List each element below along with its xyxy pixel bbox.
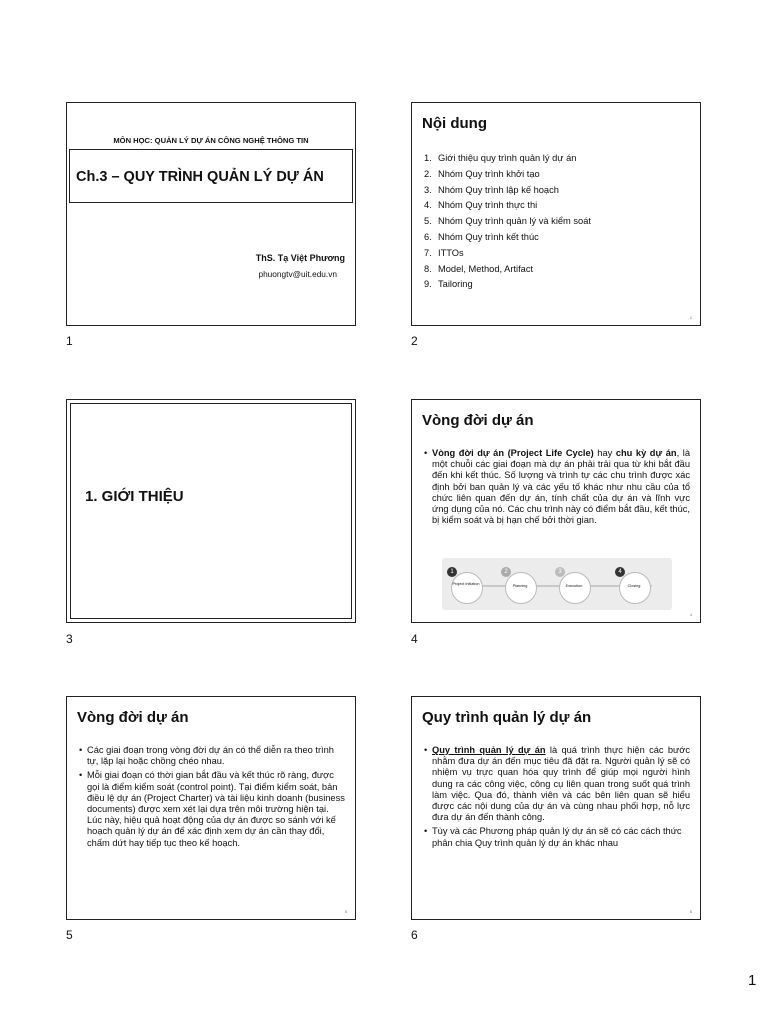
slide-5 (66, 696, 356, 920)
slide-page-number: 6 (689, 909, 692, 914)
slide-number-3: 3 (66, 632, 73, 646)
course-name: MÔN HỌC: QUẢN LÝ DỰ ÁN CÔNG NGHỆ THÔNG TIN (113, 136, 309, 145)
stage-1 (448, 566, 484, 602)
bullet-item: • Mỗi giai đoạn có thời gian bắt đầu và kết thúc rõ ràng, được gọi là điểm kiểm soát (control point). Tại điểm kiểm soát, bản điều lệ dự án (Project Charter) và tài liệu kinh doanh (business documents) được xem xét lại dựa trên môi trường hiện tại. Lúc này, hiệu quả hoạt động của dự án được so sánh với kế hoạch quản lý dự án để xác định xem dự án cần thay đổi, chấm dứt hay tiếp tục theo kế hoạch. (79, 770, 345, 848)
lifecycle-diagram (442, 558, 672, 610)
list-item: 6. Nhóm Quy trình kết thúc (424, 231, 539, 242)
slide-6 (411, 696, 701, 920)
slide-number-2: 2 (411, 334, 418, 348)
slide-1 (66, 102, 356, 326)
author-email: phuongtv@uit.edu.vn (258, 269, 337, 279)
slide-page-number: 5 (344, 909, 347, 914)
section-box (70, 403, 352, 619)
list-item: 1. Giới thiệu quy trình quản lý dự án (424, 153, 577, 163)
stage-label: Closing (627, 584, 641, 588)
stage-badge: 3 (555, 567, 565, 577)
slide-body (424, 448, 690, 529)
bullet-item: • Tùy và các Phương pháp quản lý dự án sẽ có các cách thức phân chia Quy trình quản lý dự án khác nhau (424, 826, 682, 848)
stage-label: Project Initiation (452, 582, 480, 586)
list-item: 8. Model, Method, Artifact (424, 263, 534, 274)
slide-body (424, 745, 690, 852)
list-item: 7. ITTOs (424, 247, 464, 258)
stage-circle (451, 572, 483, 604)
section-heading: 1. GIỚI THIỆU (85, 488, 184, 505)
slide-2 (411, 102, 701, 326)
list-item: 5. Nhóm Quy trình quản lý và kiểm soát (424, 216, 591, 227)
contents-list (424, 153, 591, 295)
bullet-item: • Vòng đời dự án (Project Life Cycle) hay chu kỳ dự án, là một chuỗi các giai đoạn mà dự án phải trải qua từ khi bắt đầu đến khi kết thúc. Số lượng và trình tự các chu trình được xác định bởi ban quản lý và các yếu tố khác như nhu cầu của tổ chức liên quan đến dự án, tính chất của dự án và lĩnh vực ứng dụng của nó. Các chu trình này có điểm bắt đầu, kết thúc, bị kiểm soát và bị hạn chế bởi thời gian. (424, 448, 690, 526)
bullet-item: • Các giai đoạn trong vòng đời dự án có thể diễn ra theo trình tự, lặp lại hoặc chồng chéo nhau. (79, 745, 334, 767)
list-item: 4. Nhóm Quy trình thực thi (424, 200, 538, 211)
stage-3 (556, 566, 592, 602)
slide-4 (411, 399, 701, 623)
slide-body (79, 745, 345, 852)
slide-number-4: 4 (411, 632, 418, 646)
slide-page-number: 4 (689, 612, 692, 617)
slide-number-1: 1 (66, 334, 73, 348)
slide-page-number: 2 (689, 315, 692, 320)
slide-title: Nội dung (422, 115, 487, 132)
list-item: 3. Nhóm Quy trình lập kế hoạch (424, 184, 559, 195)
slide-title: Quy trình quản lý dự án (422, 709, 592, 726)
slide-title: Vòng đời dự án (77, 709, 189, 726)
slide-title: Vòng đời dự án (422, 412, 534, 429)
bullet-item: • Quy trình quản lý dự án là quá trình thực hiện các bước nhằm đưa dự án đến mục tiêu đã đặt ra. Người quản lý sẽ có nhiệm vụ trực quan hóa quy trình để giúp mọi người hình dung ra các công việc, công cụ liên quan trong suốt quá trình làm việc. Qua đó, thành viên và các bên liên quan sẽ hiểu được các nội dung của dự án và cùng nhau phối hợp, nỗ lực đưa dự án đến thành công. (424, 745, 690, 823)
author-name: ThS. Tạ Việt Phương (255, 253, 345, 263)
document-page-number: 1 (748, 972, 757, 989)
stage-label: Execution (565, 584, 583, 588)
stage-2 (502, 566, 538, 602)
stage-badge: 1 (447, 567, 457, 577)
slide-number-5: 5 (66, 928, 73, 942)
list-item: 2. Nhóm Quy trình khởi tạo (424, 168, 540, 179)
stage-label: Planning (512, 584, 528, 588)
slide-number-6: 6 (411, 928, 418, 942)
chapter-title-box (69, 149, 353, 203)
stage-badge: 2 (501, 567, 511, 577)
list-item: 9. Tailoring (424, 279, 473, 290)
chapter-title: Ch.3 – QUY TRÌNH QUẢN LÝ DỰ ÁN (76, 169, 324, 185)
stage-4 (616, 566, 652, 602)
stage-badge: 4 (615, 567, 625, 577)
slide-3 (66, 399, 356, 623)
